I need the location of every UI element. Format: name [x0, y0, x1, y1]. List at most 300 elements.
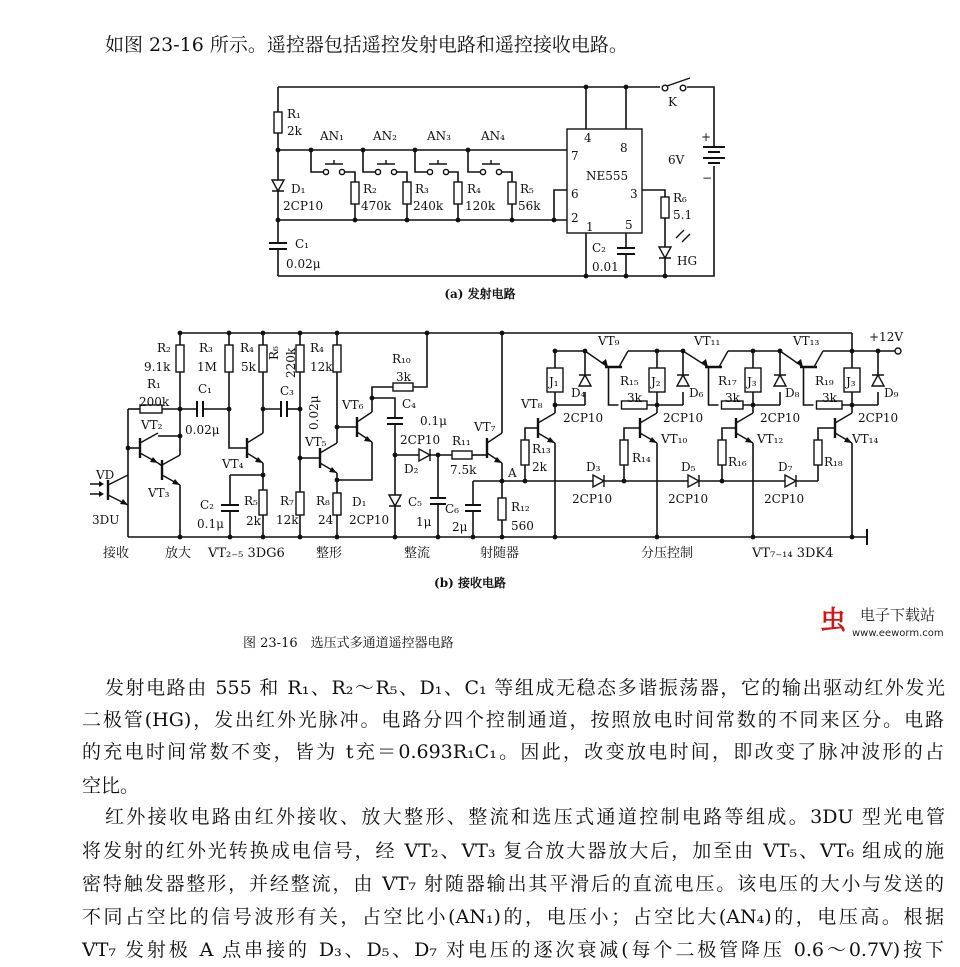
- label-r13: R₁₃: [532, 442, 551, 456]
- label-r18: R₁₈: [824, 455, 843, 469]
- label-pin5: 5: [625, 218, 633, 232]
- label-j3b: J₃: [846, 375, 856, 389]
- wire: [372, 387, 393, 412]
- label-r10: R₁₀: [392, 352, 411, 366]
- resistor: [274, 112, 282, 133]
- label-r12-value: 560: [511, 519, 534, 533]
- junction-dot: [456, 218, 461, 223]
- label-r17: R₁₇: [718, 374, 737, 388]
- pushbutton-bar: [325, 160, 343, 164]
- text-line: 将发射的红外光转换成电信号，经 VT₂、VT₃ 复合放大器放大后，加至由 VT₅、VT₆ 组成的施: [82, 840, 944, 862]
- transistor-leads: [247, 433, 263, 463]
- label-d3: D₃: [586, 460, 601, 474]
- label-r3-value: 1M: [197, 360, 217, 374]
- transistor-arrow: [745, 437, 753, 443]
- label-pin6: 6: [571, 187, 579, 201]
- text-line: 的充电时间常数不变，皆为 t充＝0.693R₁C₁。因此，改变放电时间，即改变了脉冲波形的占: [82, 741, 944, 763]
- label-c5: C₅: [408, 495, 422, 509]
- label-vd-type: 3DU: [92, 513, 120, 527]
- label-r7: R₇: [280, 494, 294, 508]
- label-d6-value: 2CP10: [663, 411, 704, 425]
- arrowheads: [99, 481, 104, 497]
- label-d1-value: 2CP10: [283, 199, 324, 213]
- junction-dot: [353, 218, 358, 223]
- junction-dot: [261, 407, 266, 412]
- label-j2: J₂: [651, 375, 661, 389]
- label-r3: R₃: [199, 341, 213, 355]
- junction-dot: [178, 331, 183, 336]
- junction-dot: [553, 535, 558, 540]
- label-r4-value: 120k: [465, 199, 496, 213]
- label-r15-value: 3k: [627, 391, 642, 405]
- junction-dot: [227, 407, 232, 412]
- label-vt4: VT₄: [222, 457, 244, 471]
- label-d8: D₈: [785, 386, 800, 400]
- junction-dot: [298, 535, 303, 540]
- junction-dot: [405, 218, 410, 223]
- diode-icon: [677, 375, 689, 386]
- label-c2-value: 0.01: [592, 260, 619, 274]
- junction-dot: [276, 148, 281, 153]
- wire: [502, 172, 512, 182]
- capacitor: [387, 418, 403, 424]
- junction-dot: [298, 456, 303, 461]
- capacitor: [465, 505, 481, 511]
- label-d7: D₇: [778, 460, 793, 474]
- junction-dot: [751, 349, 756, 354]
- label-r4: R₄: [240, 341, 254, 355]
- resistor: [454, 182, 462, 204]
- wire: [229, 372, 247, 448]
- section-shaping: 整形: [316, 546, 343, 561]
- text-line: 发射电路由 555 和 R₁、R₂～R₅、D₁、C₁ 等组成无稳态多谐振荡器，它的输出驱动红外发光: [105, 677, 945, 699]
- section-vt7-14: VT₇₋₁₄ 3DK4: [752, 546, 834, 561]
- label-d5-value: 2CP10: [668, 492, 709, 506]
- junction-dot: [335, 478, 340, 483]
- label-r15: R₁₅: [620, 374, 639, 388]
- text-line: VT₇ 发射极 A 点串接的 D₃、D₅、D₇ 对电压的逐次衰减(每个二极管降压 0.6～0.7V)按下: [82, 939, 944, 961]
- wire: [554, 190, 567, 220]
- junction-dot: [778, 349, 783, 354]
- pushbutton-contact: [323, 169, 328, 174]
- wire: [818, 428, 835, 440]
- text-line: 空比。: [82, 775, 140, 797]
- junction-dot: [553, 403, 558, 408]
- label-vt9: VT₉: [598, 334, 620, 348]
- wire: [372, 398, 395, 418]
- label-r8-value: 24: [318, 513, 334, 527]
- resistor: [259, 345, 267, 372]
- junction-dot: [876, 349, 881, 354]
- watermark-logo: 虫: [820, 606, 847, 636]
- label-c2: C₂: [200, 498, 214, 512]
- section-vt2-5: VT₂₋₅ 3DG6: [208, 546, 285, 561]
- label-vt13: VT₁₃: [793, 334, 820, 348]
- label-r5-value: 56k: [518, 199, 541, 213]
- diode-icon: [272, 180, 284, 191]
- text-line: 红外接收电路由红外接收、放大整形、整流和选压式通道控制电路等组成。3DU 型光电管: [105, 806, 945, 828]
- pushbutton-contact: [427, 169, 432, 174]
- wire: [345, 172, 355, 182]
- capacitor: [617, 248, 635, 254]
- diode-icon: [593, 475, 604, 487]
- resistor: [661, 197, 669, 218]
- junction-dot: [584, 274, 589, 279]
- label-r4b-value: 12k: [310, 360, 333, 374]
- junction-dot: [471, 535, 476, 540]
- junction-dot: [850, 535, 855, 540]
- label-r4b: R₄: [310, 341, 324, 355]
- label-vt5: VT₅: [305, 435, 327, 449]
- junction-dot: [261, 331, 266, 336]
- circuit-a-labels: [283, 95, 712, 301]
- label-r10-value: 3k: [396, 370, 411, 384]
- junction-dot: [178, 407, 183, 412]
- label-6v: 6V: [668, 153, 685, 167]
- label-r13-value: 2k: [532, 460, 547, 474]
- wire: [363, 150, 375, 172]
- label-r1-value: 2k: [287, 124, 302, 138]
- label-r5-value: 2k: [246, 514, 261, 528]
- wire: [468, 150, 480, 172]
- wire: [642, 190, 665, 197]
- junction-dot: [655, 403, 660, 408]
- pushbutton-bar: [482, 160, 500, 164]
- label-r6-value: 5.1: [673, 208, 693, 222]
- label-an4: AN₄: [481, 129, 505, 143]
- resistor: [508, 182, 516, 204]
- label-pin1: 1: [586, 220, 594, 234]
- label-d9-value: 2CP10: [858, 411, 899, 425]
- junction-dot: [413, 148, 418, 153]
- figure-caption: 图 23-16 选压式多通道遥控器电路: [243, 636, 454, 651]
- label-r5: R₅: [520, 182, 534, 196]
- label-c1: C₁: [198, 382, 212, 396]
- pushbutton-contact: [443, 169, 448, 174]
- battery-icon: [703, 147, 725, 163]
- label-c2: C₂: [592, 241, 606, 255]
- caption-b: (b) 接收电路: [434, 576, 506, 590]
- wire: [624, 428, 640, 440]
- label-an3: AN₃: [427, 129, 451, 143]
- junction-dot: [436, 535, 441, 540]
- label-k: K: [668, 95, 677, 109]
- wire: [337, 442, 372, 480]
- transistor-leads: [162, 455, 180, 485]
- text-line: 二极管(HG)，发出红外光脉冲。电路分四个控制通道，按照放电时间常数的不同来区分。电路: [82, 709, 944, 731]
- label-d3-value: 2CP10: [572, 492, 613, 506]
- wire: [722, 428, 736, 440]
- label-an2: AN₂: [373, 129, 397, 143]
- label-pin2: 2: [571, 211, 579, 225]
- transistor-leads: [538, 413, 555, 443]
- label-c1: C₁: [295, 237, 309, 251]
- label-r14: R₁₄: [632, 451, 651, 465]
- diode-icon: [659, 247, 671, 258]
- transistor-leads: [736, 413, 753, 443]
- wire: [609, 367, 619, 405]
- switch-k-lever: [667, 78, 690, 86]
- circuit-junctions: [99, 85, 880, 540]
- junction-dot: [335, 425, 340, 430]
- label-r2: R₂: [157, 341, 171, 355]
- terminal-12v: [895, 348, 901, 354]
- label-c4-value: 0.1μ: [420, 414, 447, 428]
- watermark-name: 电子下载站: [860, 606, 936, 624]
- transistor-leads: [140, 433, 158, 463]
- junction-dot: [624, 274, 629, 279]
- transistor-arrow: [601, 359, 608, 367]
- resistor: [225, 345, 233, 372]
- junction-dot: [663, 274, 668, 279]
- intro-text: 如图 23-16 所示。遥控器包括遥控发射电路和遥控接收电路。: [105, 34, 628, 56]
- capacitor: [281, 401, 287, 417]
- junction-dot: [276, 218, 281, 223]
- junction-dot: [425, 331, 430, 336]
- junction-dot: [553, 349, 558, 354]
- transistor-leads: [835, 413, 852, 443]
- junction-dot: [751, 535, 756, 540]
- label-r16: R₁₆: [728, 455, 747, 469]
- label-r17-value: 3k: [725, 391, 740, 405]
- label-r2: R₂: [363, 182, 377, 196]
- label-r3-value: 240k: [413, 199, 444, 213]
- label-pin3: 3: [630, 187, 638, 201]
- resistor: [521, 440, 529, 465]
- label-c1-value: 0.02μ: [286, 257, 321, 271]
- label-vt2: VT₂: [141, 418, 163, 432]
- wire: [525, 428, 538, 440]
- label-r6-value: 220k: [284, 347, 298, 378]
- wire: [311, 150, 323, 172]
- watermark: [820, 598, 956, 643]
- junction-dot: [261, 535, 266, 540]
- label-d5: D₅: [681, 460, 696, 474]
- resistor: [718, 440, 726, 465]
- junction-dot: [583, 349, 588, 354]
- junction-dot: [309, 148, 314, 153]
- junction-dot: [720, 479, 725, 484]
- label-plus: +: [701, 130, 712, 144]
- label-an1: AN₁: [320, 129, 344, 143]
- label-r11-value: 7.5k: [450, 463, 477, 477]
- pushbutton-bar: [377, 160, 395, 164]
- label-12v: +12V: [869, 330, 903, 344]
- label-c6: C₆: [445, 502, 459, 516]
- label-d9: D₉: [884, 386, 899, 400]
- junction-dot: [370, 396, 375, 401]
- label-r1-value: 200k: [139, 395, 170, 409]
- label-r2-value: 9.1k: [144, 360, 171, 374]
- light-emission-arrows: [676, 230, 690, 242]
- wire: [449, 172, 458, 182]
- pushbutton-contact: [496, 169, 501, 174]
- label-r12: R₁₂: [511, 500, 530, 514]
- junction-dot: [584, 85, 589, 90]
- label-c4: C₄: [402, 397, 416, 411]
- junction-dot: [335, 535, 340, 540]
- diode-icon: [872, 375, 884, 386]
- diode-icon: [419, 449, 430, 461]
- label-j3: J₃: [747, 375, 757, 389]
- label-c1-value: 0.02μ: [185, 423, 220, 437]
- junction-dot: [500, 535, 505, 540]
- transistor-leads: [487, 433, 502, 463]
- label-d1-value: 2CP10: [349, 513, 390, 527]
- junction-dot: [228, 535, 233, 540]
- capacitor: [221, 505, 239, 511]
- label-ne555: NE555: [586, 169, 629, 183]
- wire: [804, 367, 814, 405]
- label-r1: R₁: [287, 107, 301, 121]
- label-d4: D₄: [571, 386, 586, 400]
- resistor: [296, 492, 304, 515]
- pushbutton-contact: [375, 169, 380, 174]
- label-r3: R₃: [415, 182, 429, 196]
- label-r19-value: 3k: [822, 391, 837, 405]
- label-vt10: VT₁₀: [661, 432, 688, 446]
- label-pin7: 7: [571, 149, 579, 163]
- label-c2-value: 0.1μ: [197, 517, 224, 531]
- label-vt6: VT₆: [342, 398, 364, 412]
- label-d1: D₁: [352, 495, 367, 509]
- label-minus: −: [702, 171, 713, 185]
- label-d1: D₁: [291, 182, 306, 196]
- label-d6: D₆: [689, 386, 704, 400]
- junction-dot: [126, 446, 131, 451]
- transistor-arrow: [649, 437, 657, 443]
- label-vd: VD: [96, 468, 115, 482]
- resistor: [333, 493, 341, 515]
- transistor-arrow: [844, 437, 852, 443]
- switch-k-contact: [680, 85, 686, 91]
- caption-a: (a) 发射电路: [444, 287, 516, 301]
- junction-dot: [298, 331, 303, 336]
- diode-icon: [774, 375, 786, 386]
- junction-dot: [523, 479, 528, 484]
- label-r6: R₆: [673, 191, 687, 205]
- resistor: [814, 440, 822, 465]
- transistor-arrow: [329, 467, 337, 473]
- junction-dot: [436, 453, 441, 458]
- label-d2-type: 2CP10: [400, 433, 441, 447]
- junction-dot: [361, 148, 366, 153]
- diode-icon: [579, 375, 591, 386]
- junction-dot: [466, 148, 471, 153]
- junction-dot: [850, 403, 855, 408]
- label-vt7: VT₇: [474, 420, 496, 434]
- junction-dot: [335, 331, 340, 336]
- pushbutton-contact: [339, 169, 344, 174]
- label-d7-value: 2CP10: [764, 492, 805, 506]
- junction-dot: [624, 85, 629, 90]
- label-r4: R₄: [467, 182, 481, 196]
- label-d4-value: 2CP10: [563, 411, 604, 425]
- junction-dot: [227, 331, 232, 336]
- junction-dot: [500, 479, 505, 484]
- section-emitter-follower: 射随器: [480, 546, 520, 561]
- text-line: 密特触发器整形，并经整流，由 VT₇ 射随器输出其平滑后的直流电压。该电压的大小与发送的: [82, 873, 944, 895]
- label-vt14: VT₁₄: [852, 432, 879, 446]
- label-j1: J₁: [549, 375, 559, 389]
- wire: [709, 367, 719, 405]
- junction-dot: [751, 403, 756, 408]
- label-r6: R₆: [267, 346, 281, 360]
- resistor: [620, 440, 628, 465]
- label-r8: R₈: [316, 494, 330, 508]
- label-r7-value: 12k: [276, 513, 299, 527]
- label-r1: R₁: [147, 377, 161, 391]
- junction-dot: [261, 473, 266, 478]
- label-c6-value: 2μ: [452, 520, 468, 534]
- label-d2: D₂: [404, 462, 419, 476]
- label-r19: R₁₉: [815, 374, 834, 388]
- diode-icon: [785, 475, 796, 487]
- label-point-a: A: [508, 466, 517, 480]
- pushbutton-contact: [480, 169, 485, 174]
- junction-dot: [393, 453, 398, 458]
- junction-dot: [298, 407, 303, 412]
- transistor-arrow: [701, 359, 708, 367]
- label-pin8: 8: [620, 141, 628, 155]
- section-amplify: 放大: [165, 546, 192, 561]
- watermark-url: www.eeworm.com: [852, 628, 944, 639]
- pushbutton-bar: [429, 160, 447, 164]
- diode-icon: [389, 495, 401, 506]
- junction-dot: [510, 218, 515, 223]
- transistor-arrow: [255, 457, 263, 463]
- wire: [397, 172, 407, 182]
- wire: [415, 150, 427, 172]
- capacitor: [269, 243, 287, 249]
- label-hg: HG: [677, 254, 698, 268]
- diode-icon: [688, 475, 699, 487]
- switch-k-contact: [662, 85, 668, 91]
- resistor: [351, 182, 359, 204]
- junction-dot: [681, 349, 686, 354]
- junction-dot: [500, 331, 505, 336]
- label-r11: R₁₁: [452, 434, 471, 448]
- label-r4-value: 5k: [241, 360, 256, 374]
- label-vt8: VT₈: [521, 397, 543, 411]
- junction-dot: [393, 535, 398, 540]
- label-r5: R₅: [244, 494, 258, 508]
- label-vt12: VT₁₂: [757, 432, 784, 446]
- label-r2-value: 470k: [361, 199, 392, 213]
- resistor: [333, 345, 341, 372]
- pushbutton-contact: [391, 169, 396, 174]
- wire: [413, 333, 427, 387]
- label-c3: C₃: [280, 384, 294, 398]
- label-d8-value: 2CP10: [760, 411, 801, 425]
- resistor: [498, 498, 506, 520]
- resistor: [452, 451, 472, 459]
- junction-dot: [850, 349, 855, 354]
- junction-dot: [552, 218, 557, 223]
- junction-dot: [655, 349, 660, 354]
- transistor-leads: [357, 412, 372, 442]
- label-c5-value: 1μ: [416, 515, 432, 529]
- resistor: [393, 383, 413, 391]
- section-rectify: 整流: [404, 546, 431, 561]
- junction-dot: [655, 535, 660, 540]
- resistor: [176, 345, 184, 372]
- resistor: [259, 490, 267, 515]
- capacitor: [430, 498, 446, 504]
- section-receive: 接收: [103, 546, 130, 561]
- transistor-leads: [640, 413, 657, 443]
- circuit-components: [90, 78, 901, 545]
